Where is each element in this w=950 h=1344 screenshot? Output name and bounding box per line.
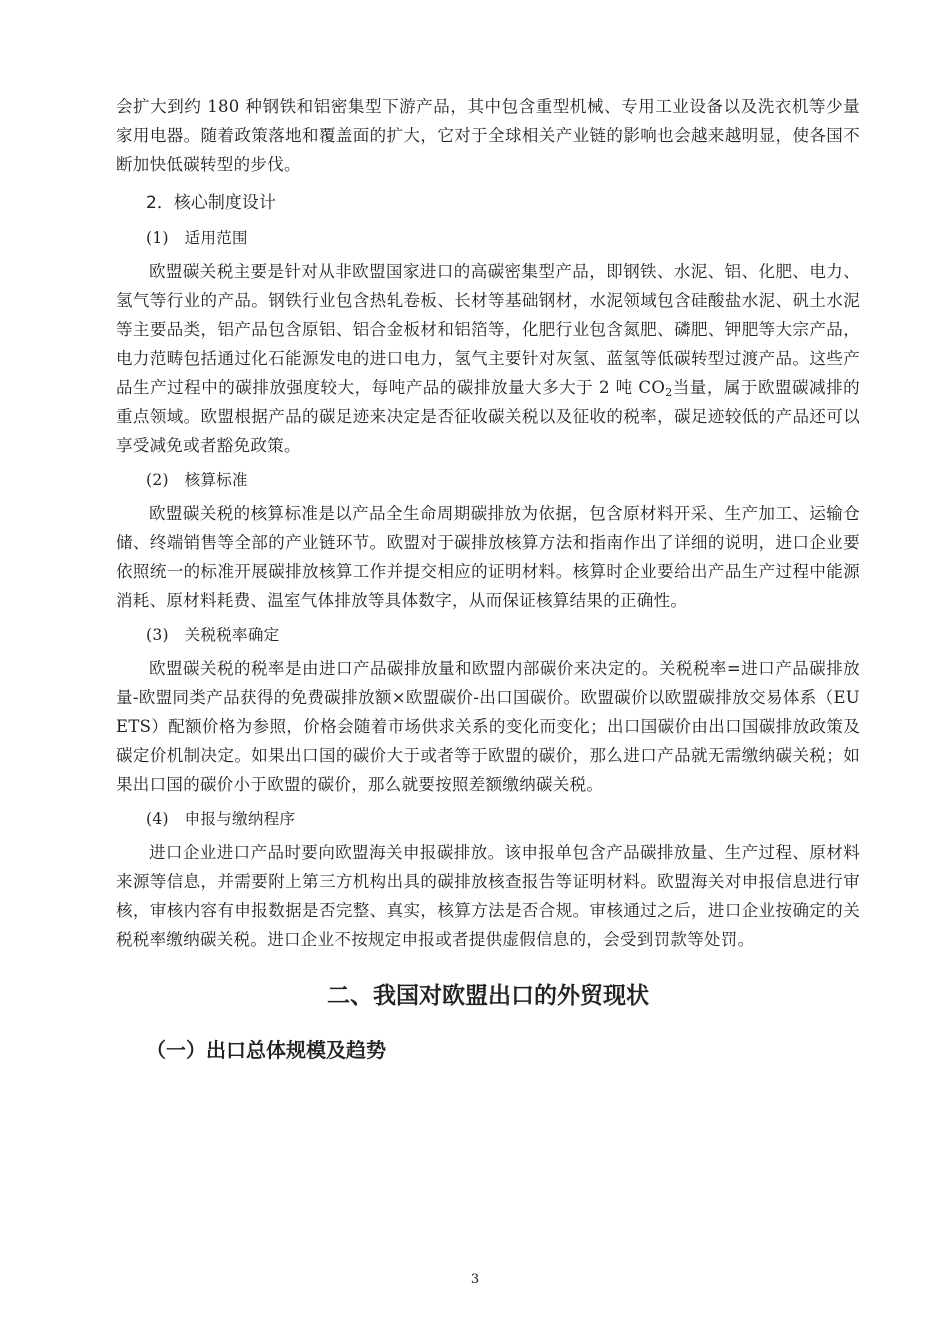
scope-paragraph-part1: 欧盟碳关税主要是针对从非欧盟国家进口的高碳密集型产品，即钢铁、水泥、铝、化肥、电力、氢气等行业的产品。钢铁行业包含热轧卷板、长材等基础钢材，水泥领域包含硅酸盐水泥、矾土水泥等主要品类，铝产品包含原铝、铝合金板材和铝箔等，化肥行业包含氮肥、磷肥、钾肥等大宗产品，电力范畴包括通过化石能源发电的进口电力，氢气主要针对灰氢、蓝氢等低碳转型过渡产品。这些产品生产过程中的碳排放强度较大，每吨产品的碳排放量大多大于 2 吨 CO [116,262,860,397]
intro-paragraph: 会扩大到约 180 种钢铁和铝密集型下游产品，其中包含重型机械、专用工业设备以及洗衣机等少量家用电器。随着政策落地和覆盖面的扩大，它对于全球相关产业链的影响也会越来越明显，使各国不断加快低碳转型的步伐。 [116,97,860,174]
page-content [116,92,860,1070]
section-two-title: 二、我国对欧盟出口的外贸现状 [327,983,649,1009]
tax-rate-paragraph: 欧盟碳关税的税率是由进口产品碳排放量和欧盟内部碳价来决定的。关税税率=进口产品碳排放量-欧盟同类产品获得的免费碳排放额×欧盟碳价-出口国碳价。欧盟碳价以欧盟碳排放交易体系（EU ETS）配额价格为参照，价格会随着市场供求关系的变化而变化；出口国碳价由出口国碳排放政策及碳定价机制决定。如果出口国的碳价大于或者等于欧盟的碳价，那么进口产品就无需缴纳碳关税；如果出口国的碳价小于欧盟的碳价，那么就要按照差额缴纳碳关税。 [116,659,860,794]
scope-paragraph-part2: 当量，属于欧盟碳减排的重点领域。欧盟根据产品的碳足迹来决定是否征收碳关税以及征收的税率，碳足迹较低的产品还可以享受减免或者豁免政策。 [116,378,860,455]
subsection-title: （一）出口总体规模及趋势 [146,1038,386,1062]
page-number: 3 [470,1272,480,1287]
scope-paragraph [116,257,860,460]
declaration-heading: (4) 申报与缴纳程序 [146,810,296,828]
tax-rate-heading: (3) 关税税率确定 [146,626,280,644]
co2-subscript: 2 [665,386,673,399]
accounting-heading: (2) 核算标准 [146,471,248,489]
core-design-heading: 2．核心制度设计 [146,193,276,213]
scope-heading: (1) 适用范围 [146,229,248,247]
accounting-paragraph: 欧盟碳关税的核算标准是以产品全生命周期碳排放为依据，包含原材料开采、生产加工、运输仓储、终端销售等全部的产业链环节。欧盟对于碳排放核算方法和指南作出了详细的说明，进口企业要依照统一的标准开展碳排放核算工作并提交相应的证明材料。核算时企业要给出产品生产过程中能源消耗、原材料耗费、温室气体排放等具体数字，从而保证核算结果的正确性。 [116,504,860,610]
declaration-paragraph: 进口企业进口产品时要向欧盟海关申报碳排放。该申报单包含产品碳排放量、生产过程、原材料来源等信息，并需要附上第三方机构出具的碳排放核查报告等证明材料。欧盟海关对申报信息进行审核，审核内容有申报数据是否完整、真实，核算方法是否合规。审核通过之后，进口企业按确定的关税税率缴纳碳关税。进口企业不按规定申报或者提供虚假信息的，会受到罚款等处罚。 [116,843,860,949]
